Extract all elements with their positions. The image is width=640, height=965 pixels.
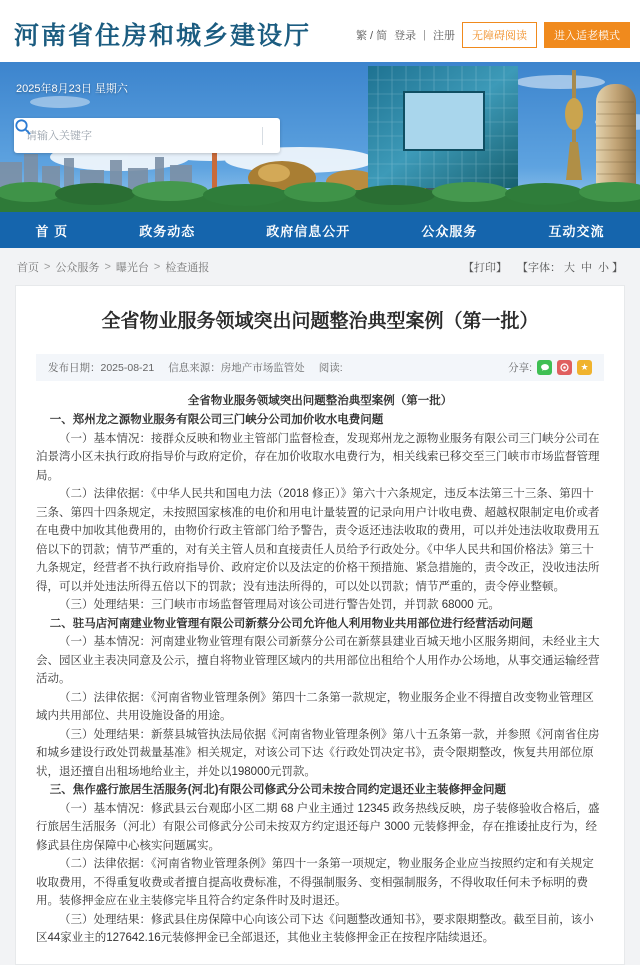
nav-item-gov-news[interactable]: 政务动态 bbox=[139, 223, 196, 239]
section-paragraph: （三）处理结果：修武县住房保障中心向该公司下达《问题整改通知书》，要求限期整改。截至目前，该小区44家业主的127642.16元装修押金已全部退还，其他业主装修押金正在按程序陆续退还。 bbox=[36, 913, 594, 945]
site-title: 河南省住房和城乡建设厅 bbox=[14, 22, 312, 50]
breadcrumb-row bbox=[0, 248, 640, 283]
nav-item-home[interactable]: 首 页 bbox=[35, 223, 69, 239]
breadcrumb-inspection-report[interactable]: 检查通报 bbox=[165, 262, 210, 274]
font-size-label-end: 】 bbox=[612, 262, 623, 274]
top-header bbox=[0, 0, 640, 62]
breadcrumb-exposure[interactable]: 曝光台 bbox=[115, 262, 149, 274]
font-size-medium-button[interactable]: 中 bbox=[581, 262, 592, 274]
font-size-small-button[interactable]: 小 bbox=[598, 262, 609, 274]
breadcrumb-separator: > bbox=[104, 261, 111, 273]
nav-item-public-service[interactable]: 公众服务 bbox=[421, 223, 478, 239]
main-nav bbox=[0, 212, 640, 248]
nav-item-interaction[interactable]: 互动交流 bbox=[548, 223, 605, 239]
banner bbox=[0, 62, 640, 212]
weibo-share-icon[interactable] bbox=[557, 360, 572, 375]
read-count-label: 阅读: bbox=[318, 361, 343, 374]
wechat-share-icon[interactable] bbox=[537, 360, 552, 375]
login-register-divider: | bbox=[423, 29, 426, 41]
accessibility-reading-button[interactable]: 无障碍阅读 bbox=[462, 22, 537, 48]
article-title: 全省物业服务领域突出问题整治典型案例（第一批） bbox=[101, 311, 539, 332]
section-paragraph: （三）处理结果：新蔡县城管执法局依据《河南省物业管理条例》第八十五条第一款，并参照《河南省住房和城乡建设行政处罚裁量基准》相关规定，对该公司下达《行政处罚决定书》，责令限期整改，恢复共用部位原状，退还擅自出租场地给业主，并处以198000元罚款。 bbox=[36, 728, 600, 778]
section-paragraph: （一）基本情况：河南建业物业管理有限公司新蔡分公司在新蔡县建业百城天地小区服务期间，未经业主大会、园区业主表决同意及公示，擅自将物业管理区域内的共用部位出租给个人用作办公场地，从事交通运输经营活动。 bbox=[36, 636, 600, 686]
article-meta-bar bbox=[36, 354, 604, 381]
star-icon: ★ bbox=[580, 361, 589, 372]
section-paragraph: （三）处理结果：三门峡市市场监督管理局对该公司进行警告处罚，并罚款 68000 元。 bbox=[59, 599, 500, 612]
font-size-controls bbox=[517, 259, 623, 275]
publish-date: 发布日期：2025-08-21 bbox=[48, 361, 155, 374]
breadcrumb-home[interactable]: 首页 bbox=[17, 262, 39, 274]
share-group bbox=[508, 360, 592, 375]
lang-switch-link[interactable]: 繁 / 简 bbox=[355, 30, 388, 42]
article-subtitle: 全省物业服务领域突出问题整治典型案例（第一批） bbox=[187, 394, 453, 407]
search-input[interactable] bbox=[26, 130, 253, 142]
breadcrumb-separator: > bbox=[44, 261, 51, 273]
section-heading: 二、驻马店河南建业物业管理有限公司新蔡分公司允许他人利用物业共用部位进行经营活动问题 bbox=[49, 617, 533, 630]
header-utility-links bbox=[356, 22, 630, 48]
section-paragraph: （一）基本情况：接群众反映和物业主管部门监督检查，发现郑州龙之源物业服务有限公司三门峡分公司在泊景湾小区未执行政府指导价与政府定价，存在加价收取水电费行为，相关线索已移交至三门峡市市场监督管理局。 bbox=[36, 432, 600, 482]
section-paragraph: （二）法律依据：《河南省物业管理条例》第四十二条第一款规定，物业服务企业不得擅自改变物业管理区域内共用部位、共用设施设备的用途。 bbox=[36, 691, 594, 723]
breadcrumb bbox=[17, 259, 209, 275]
search-box bbox=[14, 118, 280, 153]
register-link[interactable]: 注册 bbox=[433, 30, 455, 42]
breadcrumb-public-service[interactable]: 公众服务 bbox=[55, 262, 100, 274]
section-heading: 三、焦作盛行旅居生活服务(河北)有限公司修武分公司未按合同约定退还业主装修押金问题 bbox=[49, 784, 506, 797]
info-source: 信息来源：房地产市场监管处 bbox=[168, 361, 305, 374]
elder-mode-button[interactable]: 进入适老模式 bbox=[544, 22, 630, 48]
section-paragraph: （二）法律依据：《河南省物业管理条例》第四十一条第一项规定，物业服务企业应当按照约定和有关规定收取费用，不得重复收费或者擅自提高收费标准，不得强制服务、变相强制服务，不得收取任何未予标明的费用。装修押金应在业主装修完毕且符合约定条件时及时退还。 bbox=[36, 858, 594, 908]
section-paragraph: （二）法律依据：《中华人民共和国电力法（2018 修正）》第六十六条规定，违反本法第三十三条、第四十三条、第四十四条规定，未按照国家核准的电价和用电计量装置的记录向用户计收电费、超越权限制定电价或者在电费中加收其他费用的，由物价行政主管部门给予警告，责令返还违法收取的费用，可以并处违法收取费用五倍以下的罚款；情节严重的，对有关主管人员和直接责任人员给予行政处分。《中华人民共和国价格法》第三十九条规定，经营者不执行政府指导价、政府定价以及法定的价格干预措施、紧急措施的，责令改正，没收违法所得，可以并处违法所得五倍以下的罚款；没有违法所得的，可以处以罚款；情节严重的，责令停业整顿。 bbox=[36, 488, 600, 593]
font-size-label: 【字体： bbox=[517, 262, 561, 274]
font-size-large-button[interactable]: 大 bbox=[564, 262, 575, 274]
favorite-share-icon[interactable] bbox=[577, 360, 592, 375]
page-tools bbox=[463, 259, 623, 275]
article-card bbox=[15, 285, 625, 965]
login-link[interactable]: 登录 bbox=[394, 30, 417, 42]
article-body bbox=[36, 392, 604, 948]
nav-item-info-disclosure[interactable]: 政府信息公开 bbox=[266, 223, 351, 239]
share-label: 分享: bbox=[508, 361, 532, 374]
search-divider bbox=[262, 127, 263, 145]
section-heading: 一、郑州龙之源物业服务有限公司三门峡分公司加价收水电费问题 bbox=[49, 414, 384, 427]
breadcrumb-separator: > bbox=[153, 261, 161, 273]
current-date: 2025年8月23日 星期六 bbox=[16, 83, 128, 95]
print-button[interactable]: 【打印】 bbox=[463, 262, 507, 274]
article-meta bbox=[48, 360, 343, 375]
section-paragraph: （一）基本情况：修武县云台观邸小区二期 68 户业主通过 12345 政务热线反映，房子装修验收合格后，盛行旅居生活服务（河北）有限公司修武分公司未按双方约定退还每户 3000 元装修押金，存在推诿扯皮行为，经修武县住房保障中心核实问题属实。 bbox=[36, 802, 600, 852]
